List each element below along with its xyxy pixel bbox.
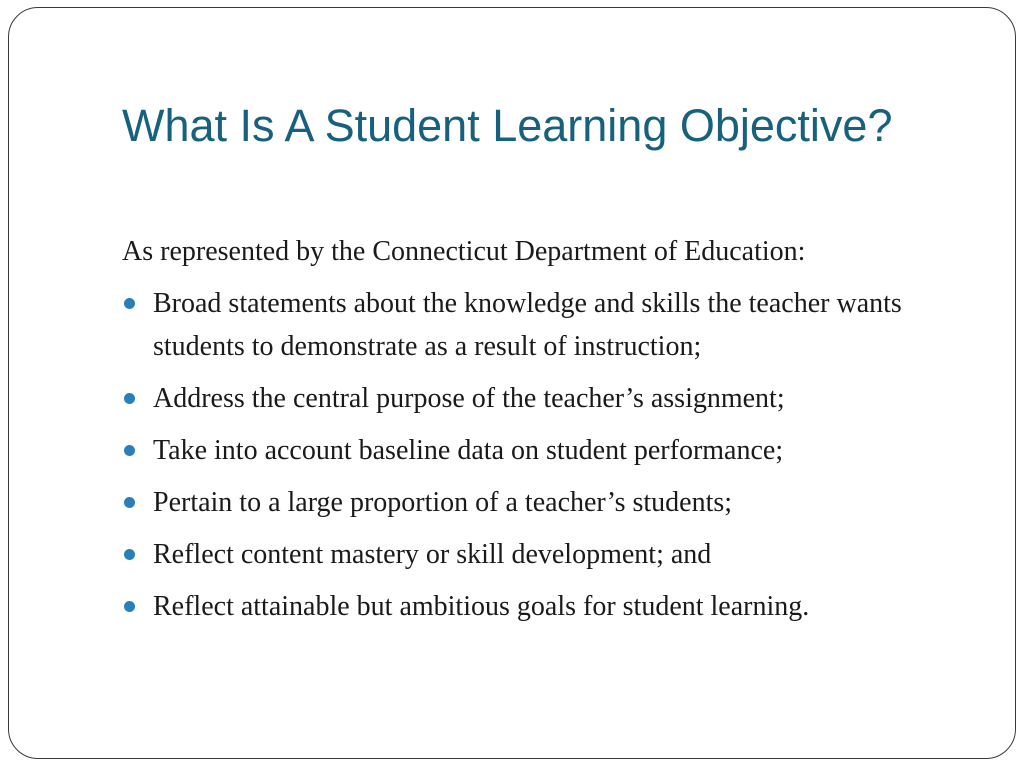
- bullet-item: [122, 533, 982, 576]
- slide-title: What Is A Student Learning Objective?: [122, 100, 893, 151]
- bullet-item: [122, 377, 982, 420]
- bullet-text: Take into account baseline data on student performance;: [153, 435, 784, 466]
- bullet-dot-icon: [124, 445, 135, 456]
- slide-frame: [8, 7, 1016, 759]
- intro-text: As represented by the Connecticut Department of Education:: [122, 236, 806, 267]
- bullet-item: [122, 481, 982, 524]
- bullet-item: [122, 282, 982, 368]
- bullet-text: Reflect attainable but ambitious goals for student learning.: [153, 591, 810, 622]
- bullet-dot-icon: [124, 601, 135, 612]
- bullet-dot-icon: [124, 298, 135, 309]
- bullet-item: [122, 585, 982, 628]
- slide-body: [122, 230, 982, 637]
- bullet-dot-icon: [124, 497, 135, 508]
- bullet-text: Address the central purpose of the teacher’s assignment;: [153, 383, 785, 414]
- bullet-item: [122, 429, 982, 472]
- bullet-dot-icon: [124, 393, 135, 404]
- bullet-dot-icon: [124, 549, 135, 560]
- bullet-text: Pertain to a large proportion of a teacher’s students;: [153, 487, 733, 518]
- bullet-text: Broad statements about the knowledge and skills the teacher wants students to demonstrate as a result of instruction;: [153, 288, 902, 362]
- bullet-text: Reflect content mastery or skill development; and: [153, 539, 712, 570]
- bullet-list: [122, 282, 982, 628]
